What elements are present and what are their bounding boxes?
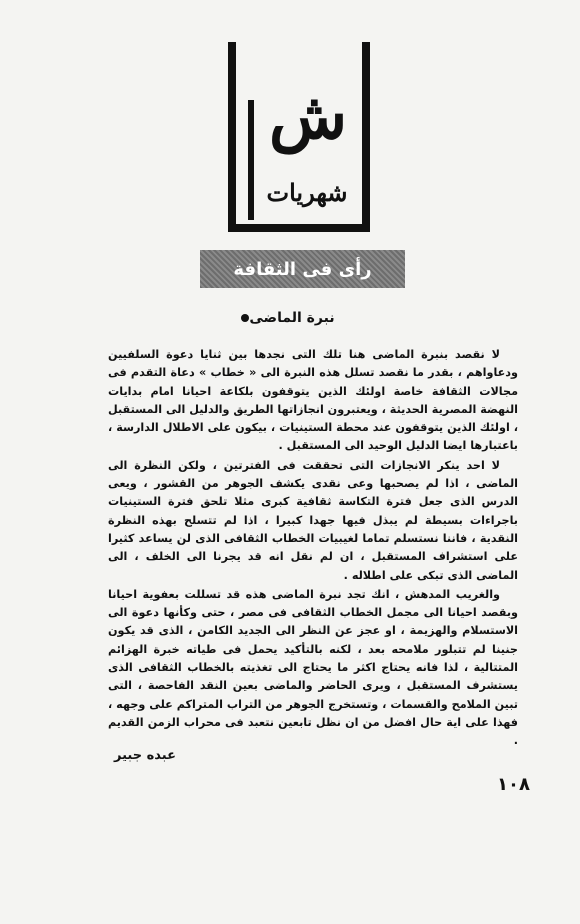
masthead-letter: ش — [268, 79, 348, 154]
masthead-title: شهريات — [266, 178, 348, 207]
article-body — [108, 346, 518, 752]
masthead-frame-left — [228, 42, 236, 232]
page-number: ١٠٨ — [497, 774, 530, 795]
author-signature: عبده جبير — [114, 748, 176, 763]
column-masthead — [228, 42, 370, 232]
article-heading — [200, 310, 370, 326]
article-paragraph: والغريب المدهش ، انك تجد نبرة الماضى هذه قد تسللت بعفوية احيانا وبقصد احيانا الى مجمل الخطاب الثقافى فى مصر ، حتى وكأنها دعوة الى الاستسلام والهزيمة ، او عجز عن النظر الى الجديد الكامن ، الذى قد يكون جنينا لم تتبلور ملامحه بعد ، لكنه بالتأكيد يحمل فى طياته خبرة الهزائم المتتالية ، لذا فانه يحتاج اكثر ما يحتاج الى تغذيته بالخطاب الثقافى الذى يستشرف المستقبل ، ويرى الحاضر والماضى بعين النقد الفاحصة ، التى تبين الملامح والقسمات ، وتستخرج الجوهر من التراب المتراكم على وجهه ، فهذا على اية حال افضل من ان نظل تابعين نتعبد فى محراب الزمن القديم . — [108, 587, 518, 748]
masthead-frame-right — [362, 42, 370, 232]
section-banner: رأى فى الثقافة — [200, 250, 405, 288]
article-paragraph: لا نقصد بنبرة الماضى هنا تلك التى نجدها بين ثنايا دعوة السلفيين ودعاواهم ، بقدر ما نقصد تسلل هذه النبرة الى « خطاب » دعاة التقدم فى مجالات الثقافة خاصة اولئك الذين يتوقفون بلكاعة احيانا امام بدايات النهضة المصرية الحديثة ، ويعتبرون انجازاتها الطريق والدليل الى المستقبل ، اولئك الذين يتوقفون عند محطة الستينيات ، بيكون على الاطلال الدارسة ، باعتبارها ايضا الدليل الوحيد الى المستقبل . — [108, 348, 518, 453]
masthead-frame-bottom — [228, 224, 370, 232]
heading-text: نبرة الماضى — [249, 310, 335, 326]
article-paragraph: لا احد ينكر الانجازات التى تحققت فى الفترتين ، ولكن النظرة الى الماضى ، اذا لم يصحبها وعى نقدى يكشف الجوهر من القشور ، ويعى الدرس الذى جعل فترة التكاسة ثقافية كبرى مثلا تلحق فترة الستينيات باجراءات بسيطة لم يبذل فيها جهدا كبيرا ، اذا لم تتسلح بهذه النظرة النقدية ، فاننا نستسلم تماما لغيبيات الخطاب الثقافى الذى لن يساعد كثيرا على استشراف المستقبل ، ان لم نقل انه قد يجرنا الى الخلف ، الى الماضى الذى تبكى على اطلاله . — [108, 458, 518, 582]
